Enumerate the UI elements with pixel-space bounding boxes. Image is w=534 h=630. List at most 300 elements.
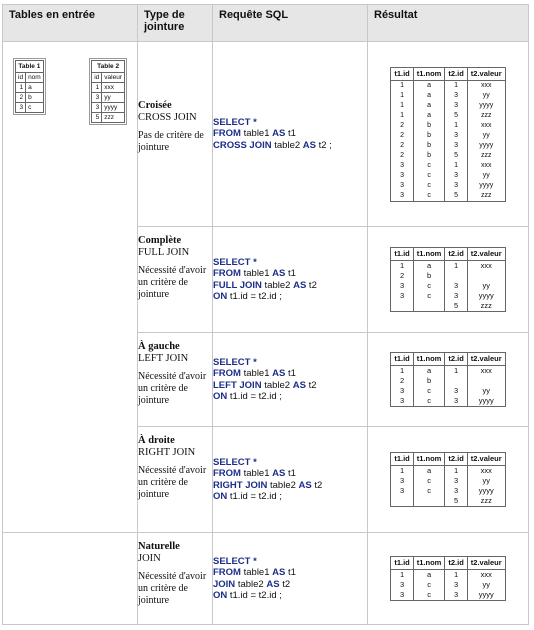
result-cell-value: xxx xyxy=(467,366,505,377)
result-col-header: t2.valeur xyxy=(467,67,505,80)
result-cell-value: c xyxy=(413,281,445,291)
result-col-header: t1.id xyxy=(391,353,413,366)
result-col-header: t2.id xyxy=(445,353,467,366)
result-col-header: t1.id xyxy=(391,557,413,570)
join-subtitle: JOIN xyxy=(138,553,161,564)
sql-keyword: SELECT * xyxy=(213,555,257,567)
sql-keyword: AS xyxy=(272,567,286,578)
result-col-header: t2.id xyxy=(445,67,467,80)
result-table xyxy=(390,352,505,407)
result-table xyxy=(390,247,505,312)
result-cell-value: xxx xyxy=(467,121,505,131)
sql-text: t1.id = t2.id ; xyxy=(227,590,282,601)
sql-keyword: FROM xyxy=(213,468,241,479)
result-table xyxy=(390,67,505,202)
result-cell-value: c xyxy=(413,161,445,171)
input-tables-cell xyxy=(3,533,138,625)
header-join-type: Type de jointure xyxy=(138,5,213,42)
result-cell-value: 1 xyxy=(445,80,467,91)
result-cell-value xyxy=(413,496,445,507)
result-cell-value: 1 xyxy=(391,111,413,121)
result-cell-value: 3 xyxy=(391,580,413,590)
sql-keyword: AS xyxy=(302,139,316,151)
sql-keyword: AS xyxy=(272,368,286,379)
result-cell-value: 3 xyxy=(391,191,413,202)
table2-row xyxy=(92,83,125,93)
result-cell-value: 3 xyxy=(391,476,413,486)
sql-text: table2 xyxy=(261,279,294,291)
sql-line xyxy=(213,590,367,602)
table2-col-valeur: valeur xyxy=(102,73,125,83)
joins-table xyxy=(2,4,529,625)
sql-cell xyxy=(213,533,368,625)
result-cell-value: 3 xyxy=(391,181,413,191)
result-cell-value: yy xyxy=(467,281,505,291)
sql-text: t1 xyxy=(285,368,296,379)
result-row xyxy=(391,496,505,507)
result-cell-value: yy xyxy=(467,580,505,590)
result-cell-value: 3 xyxy=(445,281,467,291)
table2-cell: zzz xyxy=(102,113,125,123)
result-cell-value: zzz xyxy=(467,191,505,202)
result-cell-value: yyyy xyxy=(467,141,505,151)
result-cell xyxy=(368,227,529,333)
result-cell-value: yy xyxy=(467,171,505,181)
header-sql: Requête SQL xyxy=(213,5,368,42)
result-cell-value: 3 xyxy=(391,590,413,601)
sql-line xyxy=(213,567,367,579)
result-cell-value: 3 xyxy=(445,101,467,111)
sql-keyword: AS xyxy=(292,379,306,391)
result-row xyxy=(391,570,505,581)
sql-text: table2 xyxy=(261,379,293,391)
sql-keyword: ON xyxy=(213,491,228,502)
sql-text: t1.id = t2.id ; xyxy=(227,491,282,502)
sql-keyword: FULL JOIN xyxy=(213,279,262,291)
result-cell-value: 3 xyxy=(445,396,467,407)
result-row xyxy=(391,376,505,386)
result-cell-value: 3 xyxy=(391,171,413,181)
sql-line xyxy=(213,556,367,568)
result-cell-value: yyyy xyxy=(467,486,505,496)
result-cell-value: 1 xyxy=(391,101,413,111)
result-cell-value: 3 xyxy=(445,141,467,151)
result-cell-value: yyyy xyxy=(467,181,505,191)
sql-cell xyxy=(213,42,368,227)
result-col-header: t1.nom xyxy=(413,353,445,366)
sql-text: table1 xyxy=(240,567,273,578)
table2-cell: yyyy xyxy=(102,103,125,113)
result-cell-value: 1 xyxy=(391,466,413,477)
result-row xyxy=(391,191,505,202)
table1-cell: 3 xyxy=(16,103,26,113)
sql-query xyxy=(213,117,367,152)
sql-line xyxy=(213,468,367,480)
sql-query xyxy=(213,257,367,303)
result-cell-value: xxx xyxy=(467,466,505,477)
table1-cell: b xyxy=(26,93,44,103)
sql-line xyxy=(213,391,367,403)
join-row xyxy=(3,42,529,227)
result-col-header: t2.valeur xyxy=(467,453,505,466)
result-cell-value: 1 xyxy=(391,80,413,91)
result-cell-value: c xyxy=(413,181,445,191)
table1-header-row xyxy=(16,73,44,83)
table2-cell: 1 xyxy=(92,83,102,93)
table2-table xyxy=(91,60,125,123)
result-cell-value: b xyxy=(413,131,445,141)
sql-query xyxy=(213,556,367,602)
table2-header-row xyxy=(92,73,125,83)
table1-caption-row xyxy=(16,61,44,73)
join-type-cell xyxy=(138,333,213,427)
result-row xyxy=(391,171,505,181)
result-cell-value xyxy=(413,301,445,312)
join-note: Nécessité d'avoir un critère de jointure xyxy=(138,571,207,606)
sql-keyword: CROSS JOIN xyxy=(213,139,272,151)
result-row xyxy=(391,121,505,131)
join-title: À gauche xyxy=(138,341,180,352)
sql-text: t1 xyxy=(285,268,296,279)
result-cell-value: yy xyxy=(467,476,505,486)
result-cell-value: 3 xyxy=(391,281,413,291)
sql-text: t1 xyxy=(285,128,296,140)
result-cell-value: c xyxy=(413,396,445,407)
result-cell-value: a xyxy=(413,570,445,581)
result-cell-value xyxy=(467,376,505,386)
sql-keyword: FROM xyxy=(213,268,241,279)
result-cell-value: c xyxy=(413,486,445,496)
result-cell-value: zzz xyxy=(467,301,505,312)
result-cell-value: c xyxy=(413,171,445,181)
sql-text: t1.id = t2.id ; xyxy=(227,291,282,302)
result-cell-value: 3 xyxy=(445,91,467,101)
join-type-cell xyxy=(138,42,213,227)
result-cell-value: a xyxy=(413,80,445,91)
result-col-header: t2.valeur xyxy=(467,248,505,261)
table2-cell: yy xyxy=(102,93,125,103)
result-cell-value: a xyxy=(413,366,445,377)
table2-col-id: id xyxy=(92,73,102,83)
table2-row xyxy=(92,103,125,113)
sql-line xyxy=(213,140,367,152)
result-cell-value: 1 xyxy=(391,261,413,272)
result-cell-value: a xyxy=(413,466,445,477)
result-header-row xyxy=(391,453,505,466)
table2-row xyxy=(92,113,125,123)
join-type-cell xyxy=(138,227,213,333)
result-col-header: t2.id xyxy=(445,557,467,570)
sql-line xyxy=(213,368,367,380)
result-cell-value: 5 xyxy=(445,496,467,507)
table1-cell: 2 xyxy=(16,93,26,103)
join-row xyxy=(3,533,529,625)
sql-cell xyxy=(213,427,368,533)
result-row xyxy=(391,466,505,477)
join-subtitle: CROSS JOIN xyxy=(138,112,197,123)
sql-line xyxy=(213,257,367,269)
result-cell-value: xxx xyxy=(467,161,505,171)
table1-col-nom: nom xyxy=(26,73,44,83)
join-subtitle: LEFT JOIN xyxy=(138,353,189,364)
result-cell-value: 5 xyxy=(445,301,467,312)
table2-caption-row xyxy=(92,61,125,73)
table1-row xyxy=(16,103,44,113)
result-cell-value: b xyxy=(413,141,445,151)
result-col-header: t1.nom xyxy=(413,67,445,80)
table1-table xyxy=(15,60,44,113)
join-title: À droite xyxy=(138,435,175,446)
sql-text: t2 xyxy=(311,479,323,491)
table1-row xyxy=(16,83,44,93)
joins-body xyxy=(3,42,529,625)
sql-keyword: FROM xyxy=(213,368,241,379)
result-cell-value: b xyxy=(413,271,445,281)
join-title: Complète xyxy=(138,235,182,246)
table2-cell: xxx xyxy=(102,83,125,93)
result-col-header: t1.nom xyxy=(413,453,445,466)
result-cell-value xyxy=(445,271,467,281)
join-note: Nécessité d'avoir un critère de jointure xyxy=(138,265,207,300)
table2-cell: 3 xyxy=(92,103,102,113)
table2-caption: Table 2 xyxy=(92,61,125,73)
join-subtitle: FULL JOIN xyxy=(138,247,190,258)
sql-keyword: JOIN xyxy=(213,578,236,590)
result-table xyxy=(390,452,505,507)
sql-keyword: AS xyxy=(272,468,286,479)
sql-cell xyxy=(213,227,368,333)
sql-text: t1 xyxy=(285,468,296,479)
result-cell-value: zzz xyxy=(467,151,505,161)
result-col-header: t1.nom xyxy=(413,557,445,570)
result-col-header: t1.id xyxy=(391,453,413,466)
result-cell-value: yyyy xyxy=(467,590,505,601)
sql-cell xyxy=(213,333,368,427)
sql-line xyxy=(213,380,367,392)
result-col-header: t1.id xyxy=(391,67,413,80)
result-cell-value: 3 xyxy=(391,161,413,171)
result-col-header: t1.id xyxy=(391,248,413,261)
result-cell-value: zzz xyxy=(467,496,505,507)
join-title: Croisée xyxy=(138,100,172,111)
join-note: Nécessité d'avoir un critère de jointure xyxy=(138,371,207,406)
result-cell-value: xxx xyxy=(467,261,505,272)
sql-line xyxy=(213,280,367,292)
table1-frame xyxy=(13,58,46,115)
header-input-tables: Tables en entrée xyxy=(3,5,138,42)
result-row xyxy=(391,161,505,171)
table2-cell: 3 xyxy=(92,93,102,103)
result-cell-value: 5 xyxy=(445,111,467,121)
result-cell-value: 3 xyxy=(445,131,467,141)
result-row xyxy=(391,91,505,101)
result-row xyxy=(391,580,505,590)
result-row xyxy=(391,590,505,601)
result-cell-value: 1 xyxy=(391,366,413,377)
result-cell-value: b xyxy=(413,376,445,386)
result-cell-value xyxy=(445,376,467,386)
result-cell-value: 2 xyxy=(391,121,413,131)
result-cell-value: 2 xyxy=(391,151,413,161)
result-header-row xyxy=(391,557,505,570)
result-row xyxy=(391,386,505,396)
result-cell-value: 1 xyxy=(445,366,467,377)
sql-text: t1 xyxy=(285,567,296,578)
result-cell-value: yyyy xyxy=(467,291,505,301)
sql-query xyxy=(213,457,367,503)
sql-text: table2 xyxy=(235,578,267,590)
table1-cell: 1 xyxy=(16,83,26,93)
result-cell-value: a xyxy=(413,101,445,111)
sql-keyword: SELECT * xyxy=(213,116,257,128)
result-cell-value: a xyxy=(413,91,445,101)
result-cell xyxy=(368,333,529,427)
sql-keyword: AS xyxy=(298,479,312,491)
sql-keyword: FROM xyxy=(213,128,241,140)
result-cell-value: 5 xyxy=(445,191,467,202)
join-type-cell xyxy=(138,533,213,625)
result-cell-value: a xyxy=(413,111,445,121)
result-cell-value: 1 xyxy=(445,570,467,581)
result-cell-value: yyyy xyxy=(467,396,505,407)
sql-line xyxy=(213,357,367,369)
result-cell xyxy=(368,533,529,625)
result-cell-value: b xyxy=(413,151,445,161)
result-cell-value: 3 xyxy=(445,181,467,191)
result-row xyxy=(391,291,505,301)
result-header-row xyxy=(391,248,505,261)
table1-col-id: id xyxy=(16,73,26,83)
result-header-row xyxy=(391,67,505,80)
result-cell-value: xxx xyxy=(467,80,505,91)
result-row xyxy=(391,111,505,121)
result-cell-value: 3 xyxy=(445,476,467,486)
result-cell-value: 1 xyxy=(391,91,413,101)
result-cell-value: 3 xyxy=(391,291,413,301)
sql-text: t2 ; xyxy=(315,139,332,151)
sql-keyword: SELECT * xyxy=(213,256,257,268)
sql-text: table1 xyxy=(240,268,273,279)
result-cell-value: yy xyxy=(467,131,505,141)
result-cell-value: 2 xyxy=(391,141,413,151)
result-cell-value xyxy=(391,301,413,312)
sql-text: t2 xyxy=(305,379,317,391)
result-col-header: t2.id xyxy=(445,453,467,466)
sql-text: table1 xyxy=(240,468,273,479)
result-row xyxy=(391,301,505,312)
sql-keyword: RIGHT JOIN xyxy=(213,479,268,491)
sql-line xyxy=(213,128,367,140)
sql-keyword: ON xyxy=(213,291,228,302)
result-cell-value: yy xyxy=(467,91,505,101)
sql-keyword: AS xyxy=(272,268,286,279)
sql-line xyxy=(213,579,367,591)
sql-line xyxy=(213,268,367,280)
result-row xyxy=(391,131,505,141)
join-note: Pas de critère de jointure xyxy=(138,130,204,153)
input-tables-cell xyxy=(3,42,138,533)
sql-text: table1 xyxy=(240,128,273,140)
result-cell-value: 1 xyxy=(445,261,467,272)
input-tables-box xyxy=(3,42,137,125)
result-table xyxy=(390,556,505,601)
result-row xyxy=(391,101,505,111)
sql-line xyxy=(213,480,367,492)
result-cell-value: b xyxy=(413,121,445,131)
sql-text: t1.id = t2.id ; xyxy=(227,391,282,402)
result-cell-value: 1 xyxy=(445,466,467,477)
result-row xyxy=(391,486,505,496)
result-row xyxy=(391,151,505,161)
result-row xyxy=(391,80,505,91)
result-cell-value: 3 xyxy=(445,291,467,301)
sql-text: t2 xyxy=(306,279,317,291)
result-cell-value: yy xyxy=(467,386,505,396)
result-cell-value: a xyxy=(413,261,445,272)
result-cell-value: 3 xyxy=(445,386,467,396)
sql-text: t2 xyxy=(279,578,291,590)
result-row xyxy=(391,261,505,272)
sql-line xyxy=(213,291,367,303)
result-cell-value: c xyxy=(413,476,445,486)
sql-query xyxy=(213,357,367,403)
result-cell-value: c xyxy=(413,386,445,396)
result-cell-value: c xyxy=(413,590,445,601)
sql-line xyxy=(213,457,367,469)
sql-keyword: FROM xyxy=(213,567,241,578)
result-cell-value: zzz xyxy=(467,111,505,121)
result-cell-value: c xyxy=(413,580,445,590)
join-subtitle: RIGHT JOIN xyxy=(138,447,196,458)
sql-text: table2 xyxy=(267,479,299,491)
table1-cell: a xyxy=(26,83,44,93)
result-cell-value: 3 xyxy=(445,580,467,590)
table1-caption: Table 1 xyxy=(16,61,44,73)
result-cell-value: 2 xyxy=(391,376,413,386)
result-cell-value: c xyxy=(413,191,445,202)
result-cell-value: 3 xyxy=(445,486,467,496)
result-row xyxy=(391,181,505,191)
sql-keyword: AS xyxy=(293,279,307,291)
sql-text: table2 xyxy=(271,139,303,151)
sql-keyword: AS xyxy=(272,128,286,140)
result-cell-value: 3 xyxy=(445,171,467,181)
header-result: Résultat xyxy=(368,5,529,42)
join-title: Naturelle xyxy=(138,541,180,552)
sql-keyword: SELECT * xyxy=(213,356,257,368)
result-cell xyxy=(368,42,529,227)
sql-line xyxy=(213,491,367,503)
result-cell-value xyxy=(391,496,413,507)
join-type-cell xyxy=(138,427,213,533)
result-row xyxy=(391,366,505,377)
result-row xyxy=(391,476,505,486)
result-cell-value: yyyy xyxy=(467,101,505,111)
result-col-header: t2.valeur xyxy=(467,557,505,570)
sql-keyword: ON xyxy=(213,391,228,402)
table1-cell: c xyxy=(26,103,44,113)
sql-keyword: LEFT JOIN xyxy=(213,379,262,391)
result-row xyxy=(391,141,505,151)
join-note: Nécessité d'avoir un critère de jointure xyxy=(138,465,207,500)
sql-text: table1 xyxy=(240,368,273,379)
result-cell-value: 3 xyxy=(391,386,413,396)
table2-row xyxy=(92,93,125,103)
result-cell-value: 1 xyxy=(445,121,467,131)
result-cell-value: 2 xyxy=(391,271,413,281)
result-col-header: t1.nom xyxy=(413,248,445,261)
header-row xyxy=(3,5,529,42)
